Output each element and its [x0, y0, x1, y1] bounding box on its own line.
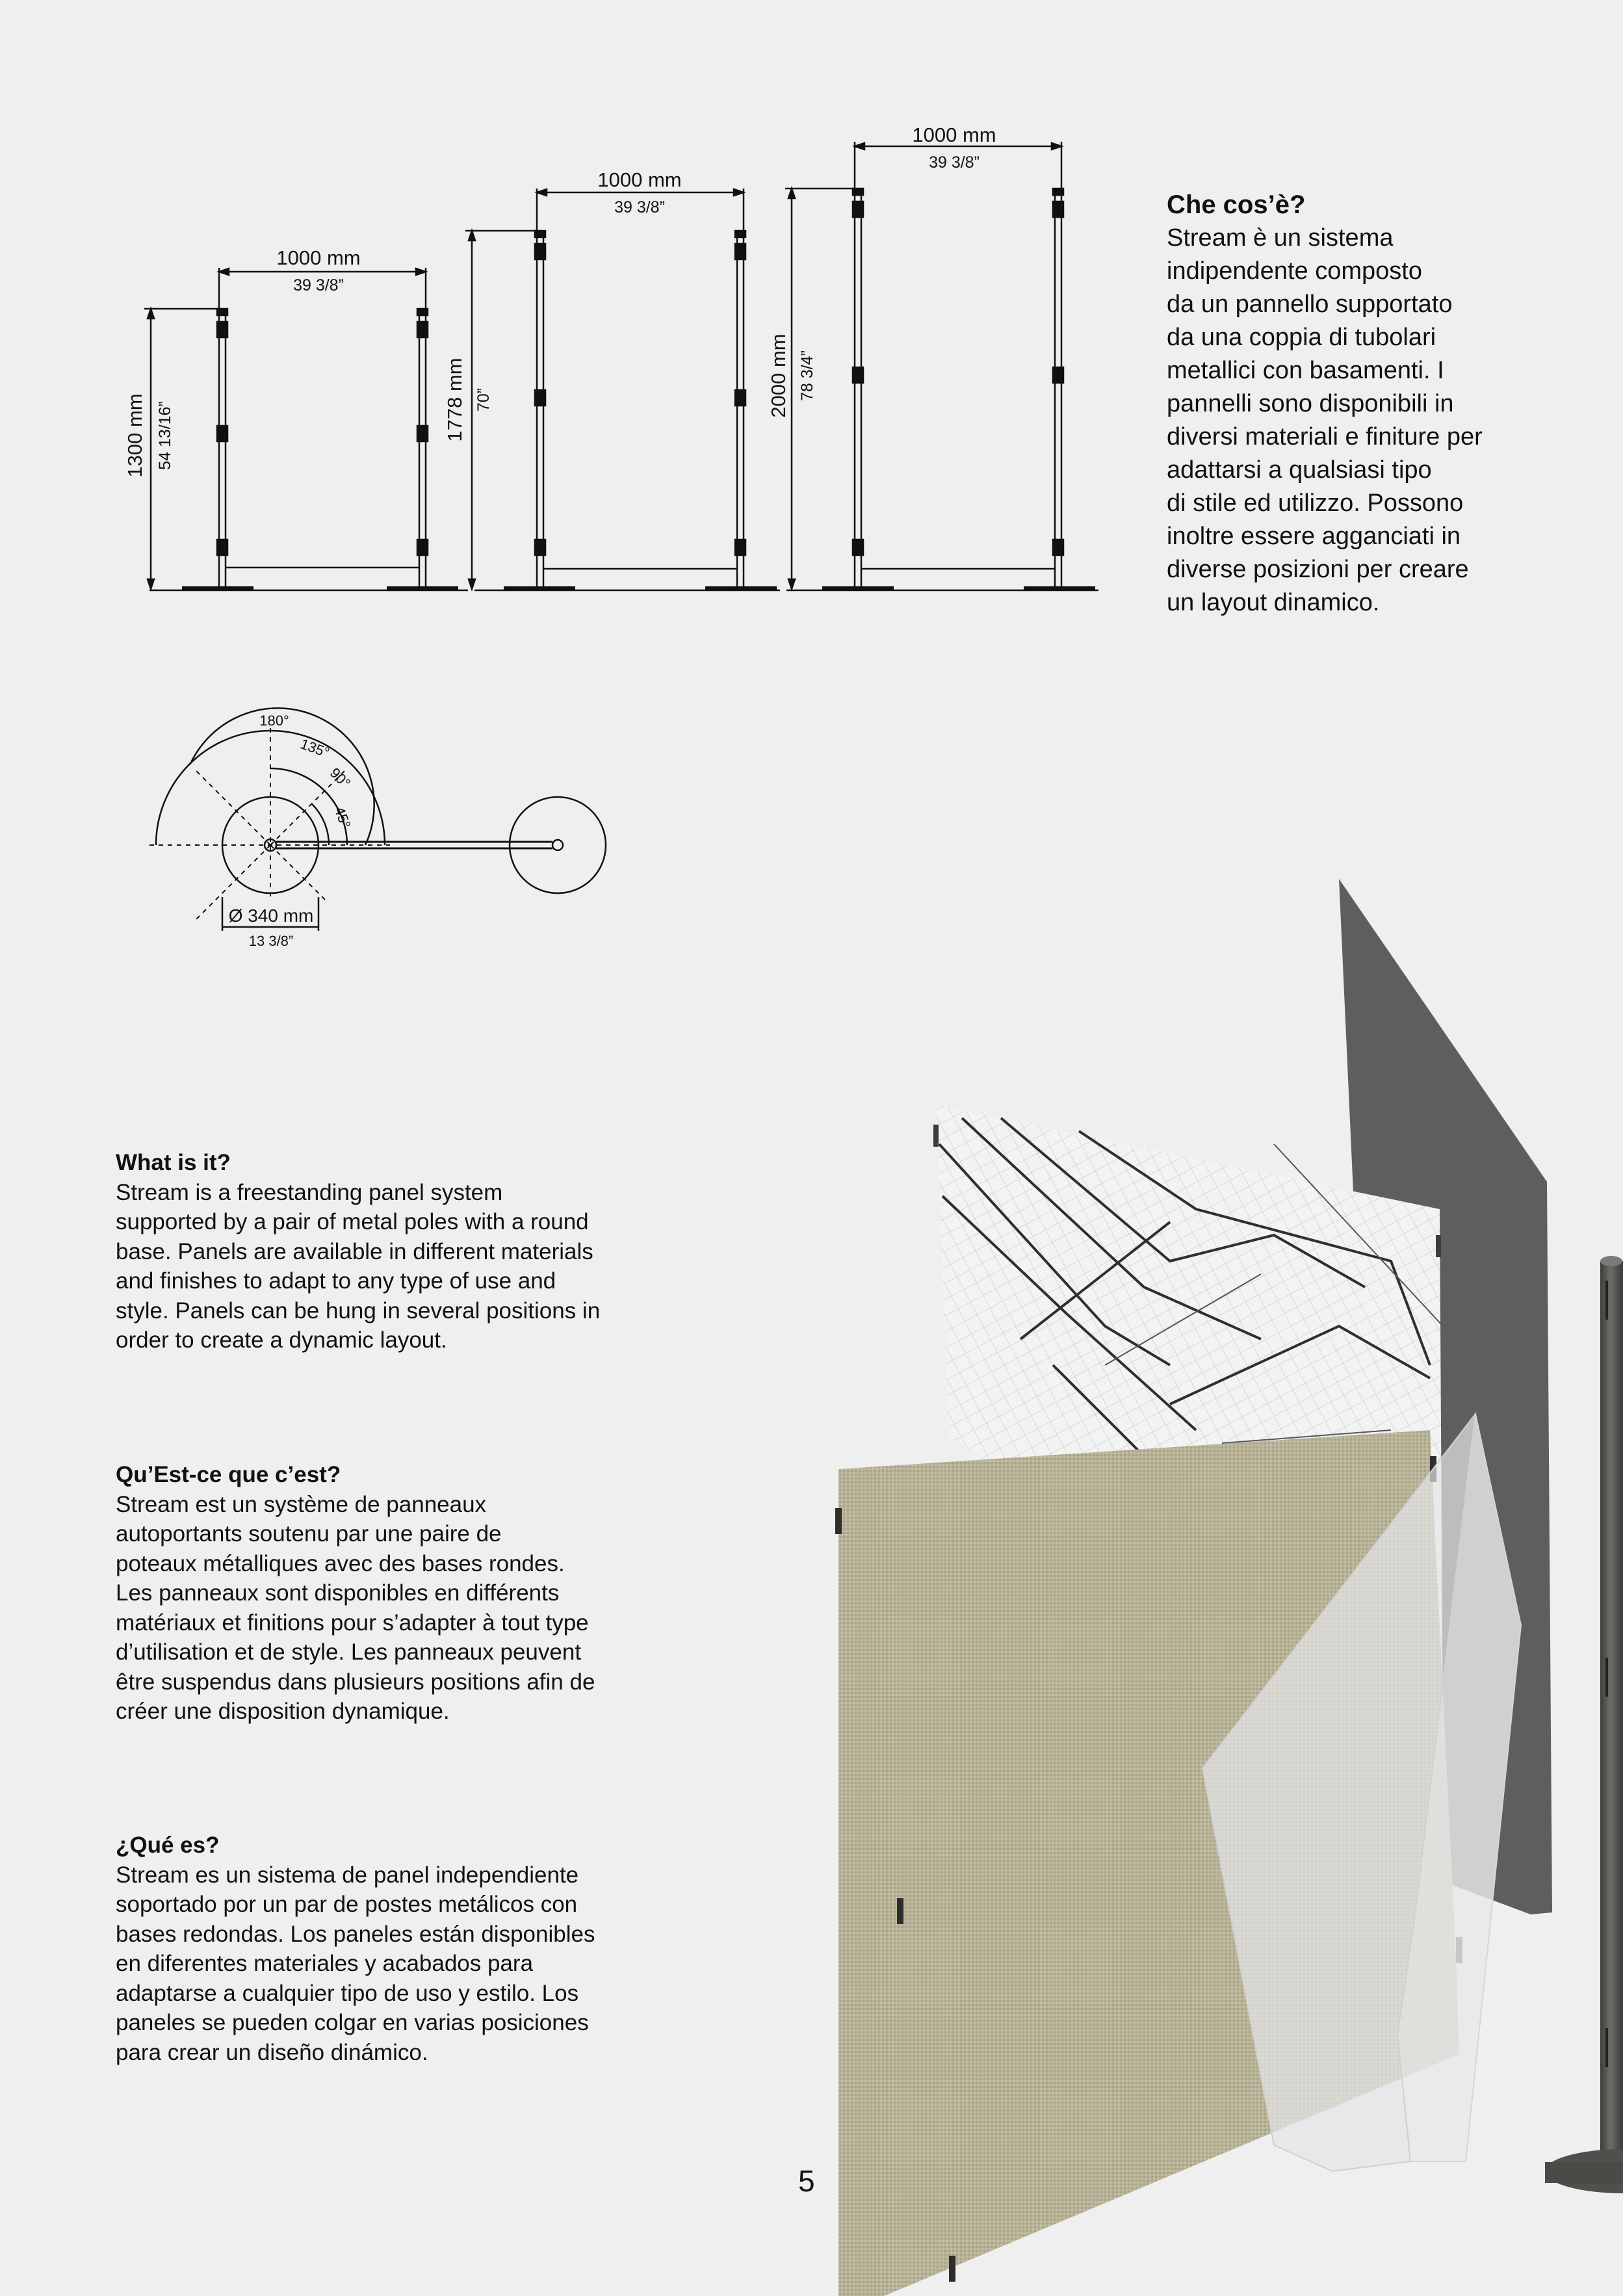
angle-45-label: 45° — [331, 804, 354, 831]
italian-line: metallici con basamenti. I — [1167, 357, 1444, 384]
english-section — [116, 1148, 623, 1355]
page-number: 5 — [798, 2164, 815, 2198]
base-diameter-mm: Ø 340 mm — [228, 906, 314, 926]
italian-line: di stile ed utilizzo. Possono — [1167, 489, 1464, 517]
panel-medium-width-in: 39 3/8” — [614, 198, 665, 216]
spanish-line: para crear un diseño dinámico. — [116, 2039, 428, 2065]
italian-title: Che cos’è? — [1167, 190, 1306, 219]
english-title: What is it? — [116, 1150, 231, 1175]
italian-line: diverse posizioni per creare — [1167, 556, 1469, 583]
spanish-line: adaptarse a cualquier tipo de uso y estilo. Los — [116, 1980, 579, 2006]
italian-line: da una coppia di tubolari — [1167, 324, 1436, 351]
spanish-line: soportado por un par de postes metálicos con — [116, 1892, 578, 1917]
italian-section — [1167, 189, 1557, 620]
angle-90-label: 90° — [326, 764, 354, 792]
french-line: créer une disposition dynamique. — [116, 1699, 450, 1724]
french-line: d’utilisation et de style. Les panneaux peuvent — [116, 1639, 582, 1665]
french-section — [116, 1460, 623, 1727]
spanish-line: Stream es un sistema de panel independiente — [116, 1862, 579, 1888]
pole — [1545, 1256, 1623, 2193]
panel-large-width-in: 39 3/8” — [929, 153, 980, 172]
english-line: style. Panels can be hung in several positions in — [116, 1298, 601, 1324]
italian-line: indipendente composto — [1167, 257, 1422, 285]
rotation-diagram — [130, 702, 637, 962]
panel-small-width-mm: 1000 mm — [276, 246, 361, 269]
panel-drawings — [0, 0, 1144, 624]
panel-large-width-mm: 1000 mm — [912, 124, 996, 146]
french-line: Stream est un système de panneaux — [116, 1491, 487, 1517]
french-line: être suspendus dans plusieurs positions afin de — [116, 1669, 595, 1695]
french-line: poteaux métalliques avec des bases rondes. — [116, 1550, 565, 1576]
panel-large-drawing — [767, 124, 1095, 589]
panel-small-drawing — [123, 246, 458, 589]
english-line: and finishes to adapt to any type of use and — [116, 1268, 556, 1294]
italian-line: un layout dinamico. — [1167, 589, 1380, 616]
italian-line: da un pannello supportato — [1167, 291, 1453, 318]
italian-line: Stream è un sistema — [1167, 224, 1394, 252]
panel-small-height-mm: 1300 mm — [123, 393, 146, 478]
french-line: Les panneaux sont disponibles en différents — [116, 1580, 560, 1606]
panel-medium-height-mm: 1778 mm — [443, 358, 466, 442]
english-line: base. Panels are available in different materials — [116, 1238, 593, 1264]
panel-small-height-in: 54 13/16” — [156, 401, 174, 470]
english-line: supported by a pair of metal poles with a round — [116, 1209, 589, 1234]
panel-large-height-mm: 2000 mm — [767, 333, 790, 418]
panel-medium-drawing — [443, 168, 777, 589]
base-diameter-in: 13 3/8” — [248, 933, 294, 949]
product-render — [806, 871, 1623, 2296]
panel-medium-width-mm: 1000 mm — [597, 168, 682, 191]
english-line: Stream is a freestanding panel system — [116, 1179, 503, 1205]
panel-small-width-in: 39 3/8” — [293, 276, 344, 294]
spanish-section — [116, 1831, 623, 2067]
spanish-line: en diferentes materiales y acabados para — [116, 1951, 534, 1976]
spanish-line: bases redondas. Los paneles están disponibles — [116, 1921, 595, 1947]
panel-large-height-in: 78 3/4” — [798, 350, 816, 401]
italian-line: adattarsi a qualsiasi tipo — [1167, 456, 1432, 484]
french-line: autoportants soutenu par une paire de — [116, 1521, 502, 1546]
french-line: matériaux et finitions pour s’adapter à tout type — [116, 1610, 589, 1636]
french-title: Qu’Est-ce que c’est? — [116, 1462, 341, 1487]
italian-line: diversi materiali e finiture per — [1167, 423, 1483, 450]
angle-180-label: 180° — [259, 712, 289, 729]
panel-medium-height-in: 70” — [474, 387, 493, 412]
angle-135-label: 135° — [298, 735, 332, 761]
spanish-title: ¿Qué es? — [116, 1833, 220, 1858]
spanish-line: paneles se pueden colgar en varias posiciones — [116, 2010, 589, 2035]
italian-line: pannelli sono disponibili in — [1167, 390, 1454, 417]
italian-line: inoltre essere agganciati in — [1167, 523, 1461, 550]
english-line: order to create a dynamic layout. — [116, 1327, 447, 1353]
